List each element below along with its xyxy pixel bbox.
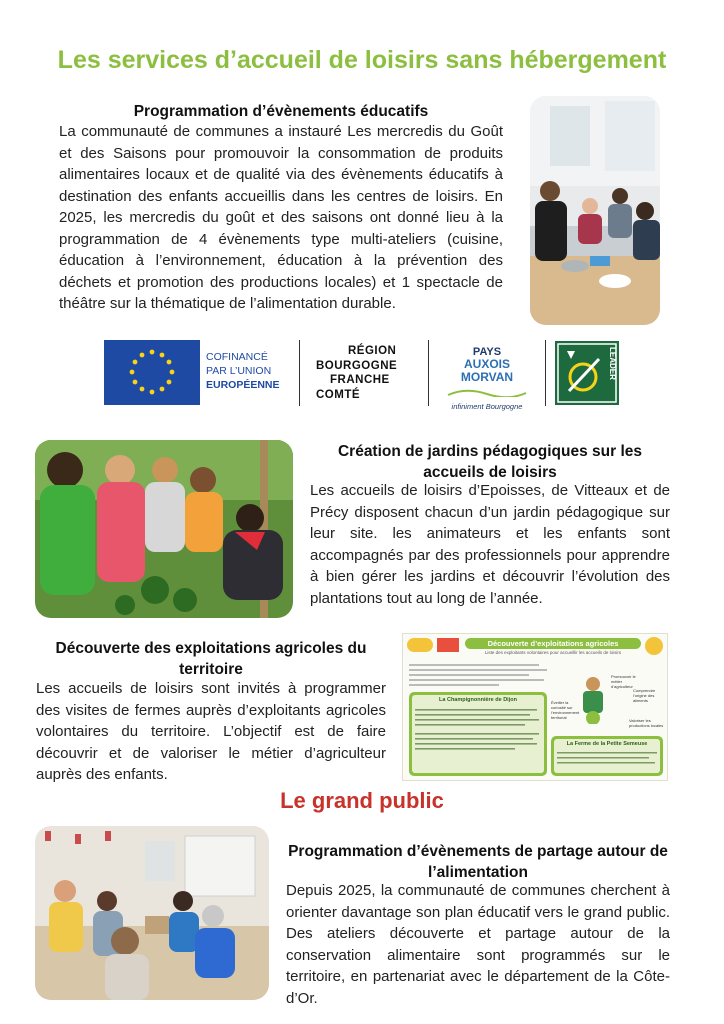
section-gardens-heading: Création de jardins pédagogiques sur les accueils de loisirs [337, 443, 643, 481]
section-sharing-events-text: Depuis 2025, la communauté de communes cherchent à orienter davantage son plan éducatif vers le grand public. Des ateliers découverte et partage autour de la conservation alimentaire sont programmés sur le territoire, en partenariat avec le département de la Côte-d’Or. [286, 882, 670, 1007]
region-line-2: BOURGOGNE [316, 359, 398, 372]
flyer-farm-2-name: La Ferme de la Petite Semeuse [566, 741, 648, 747]
logo-divider [545, 340, 546, 406]
section-farms-text: Les accueils de loisirs sont invités à programmer des visites de fermes auprès d’exploitants agricoles volontaires du territoire. L’objectif est de faire découvrir et de valoriser le métier d’agriculteur auprès des enfants. [36, 680, 386, 783]
pays-line-1: PAYS [472, 346, 502, 358]
flyer-subtitle: Liste des exploitants volontaires pour accueillir les accueils de loisirs [484, 650, 622, 655]
region-line-1: RÉGION [348, 345, 397, 357]
section-educational-events-heading: Programmation d’évènements éducatifs [133, 103, 429, 120]
eu-flag-icon [104, 340, 200, 405]
page-title: Les services d’accueil de loisirs sans hébergement [57, 46, 667, 74]
pays-auxois-morvan-logo [444, 346, 530, 411]
saison-logo-icon [407, 638, 433, 652]
cote-dor-logo-icon [437, 638, 459, 652]
section-farms-heading: Découverte des exploitations agricoles du territoire [55, 640, 367, 678]
leader-logo-icon [555, 341, 619, 405]
flyer-farm-card-1 [409, 692, 547, 776]
flyer-label-origin: Comprendre l’origine des aliments [633, 688, 656, 703]
flyer-farm-card-2 [551, 736, 663, 776]
pays-line-3: MORVAN [460, 370, 514, 384]
eu-line-1: COFINANCÉ [206, 351, 268, 363]
flyer-label-local: Valoriser les productions locales [629, 718, 664, 728]
section-educational-events-text: La communauté de communes a instauré Les mercredis du Goût et des Saisons pour promouvoir la consommation de produits alimentaires locaux et de qualité via des évènements éducatifs à destination des enfants accueillis dans les centres de loisirs. En 2025, les mercredis du goût et des saisons ont donné lieu à la programmation de 4 évènements type multi-ateliers (cuisine, éducation à l’environnement, éducation à la prévention des déchets et promotion des productions locales) et 1 spectacle de théâtre sur la thématique de l’alimentation durable. [59, 123, 503, 312]
pays-line-2: AUXOIS [463, 357, 510, 371]
flyer-label-promote: Promouvoir le métier d’agriculteur [611, 674, 636, 689]
badge-icon [645, 637, 663, 655]
garden-children-photo [35, 440, 293, 618]
region-line-4: COMTÉ [316, 388, 361, 401]
flyer-label-curiosity: Éveiller la curiosité sur l’environnement territorial [551, 700, 580, 720]
section-sharing-events-heading: Programmation d’évènements de partage autour de l’alimentation [288, 843, 668, 881]
eu-line-2: PAR L’UNION [206, 365, 272, 377]
flyer-intro-lines [409, 662, 549, 688]
region-bfc-logo [316, 344, 397, 402]
flyer-title: Découverte d’exploitations agricoles [465, 638, 641, 649]
pays-tagline: infiniment Bourgogne [451, 402, 523, 411]
public-workshop-photo [35, 826, 269, 1000]
farm-discovery-flyer [402, 633, 668, 781]
eu-cofunding-label [206, 350, 280, 392]
logo-divider [428, 340, 429, 406]
flyer-farm-1-name: La Champignonnière de Dijon [439, 697, 517, 703]
logo-divider [299, 340, 300, 406]
leader-label: LEADER [608, 347, 617, 380]
grand-public-title: Le grand public [280, 788, 444, 813]
region-line-3: FRANCHE [330, 374, 390, 386]
section-gardens-text: Les accueils de loisirs d’Epoisses, de Vitteaux et de Précy disposent chacun d’un jardin pédagogique sur leur site. les animateurs et les enfants sont accompagnés par des professionnels pour apprendre à bien gérer les jardins et découvrir l’évolution des plantations tout au long de l’année. [310, 482, 670, 607]
wave-icon [444, 389, 530, 397]
eu-line-3: EUROPÉENNE [206, 379, 280, 391]
cooking-workshop-photo [530, 96, 660, 325]
